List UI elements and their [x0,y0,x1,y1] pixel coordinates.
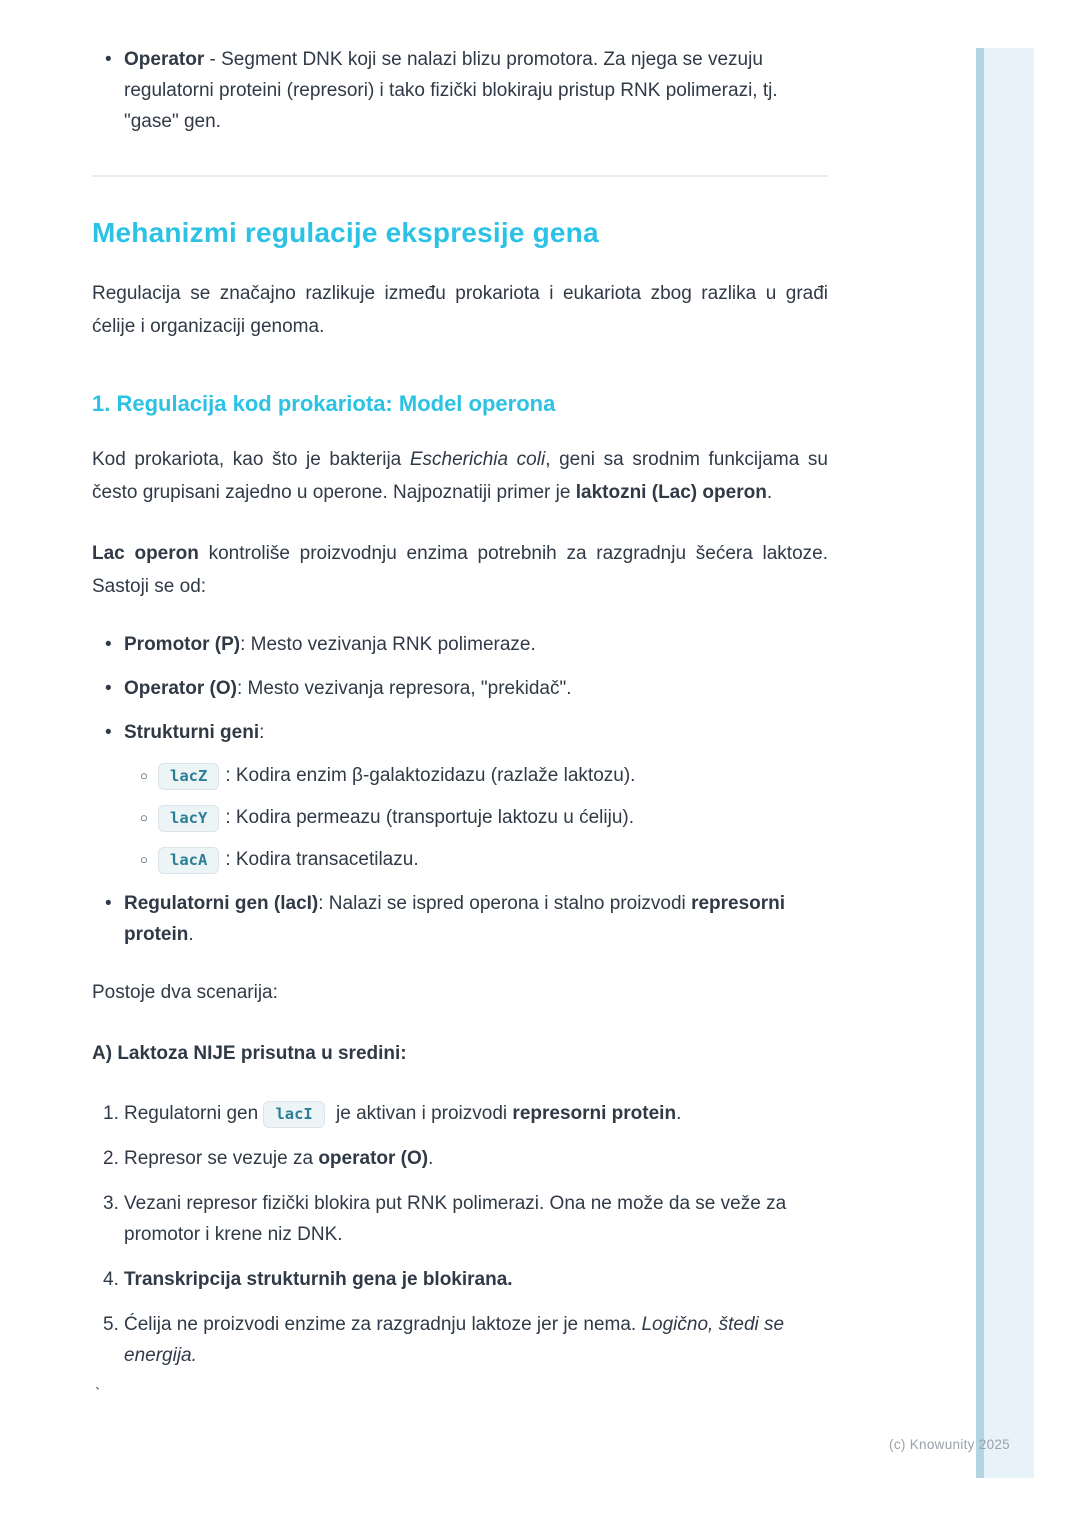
step-1: 1. Regulatorni gen lacI je aktivan i proizvodi represorni protein. [92,1098,828,1129]
gene-code-lacZ: lacZ [158,763,219,790]
stray-backtick-character: ` [95,1386,101,1403]
list-item-regulatory-gene: • Regulatorni gen (lacI): Nalazi se ispred operona i stalno proizvodi represorni protein. [92,888,828,950]
circle-bullet-icon: ○ [140,852,148,867]
bullet-icon: • [105,678,112,699]
step-3: 3. Vezani represor fizički blokira put RNK polimerazi. Ona ne može da se veže za promotor i krene niz DNK. [92,1188,828,1250]
circle-bullet-icon: ○ [140,768,148,783]
circle-bullet-icon: ○ [140,810,148,825]
scenario-a-title: A) Laktoza NIJE prisutna u sredini: [92,1043,407,1064]
page-title: Mehanizmi regulacije ekspresije gena [92,217,599,248]
scenario-a-steps [92,1098,828,1371]
step-number: 4. [103,1269,119,1290]
lac-operon-paragraph: Lac operon kontroliše proizvodnju enzima potrebnih za razgradnju šećera laktoze. Sastoji se od: [92,543,829,597]
bullet-icon: • [105,49,112,70]
definition-list [92,44,828,137]
intro-paragraph: Regulacija se značajno razlikuje između prokariota i eukariota zbog razlika u građi ćelije i organizaciji genoma. [92,283,828,337]
step-number: 1. [103,1103,119,1124]
section-divider [92,175,828,177]
bullet-icon: • [105,634,112,655]
step-number: 5. [103,1314,119,1335]
step-4: 4. Transkripcija strukturnih gena je blokirana. [92,1264,828,1295]
bullet-icon: • [105,893,112,914]
list-item-operator-o: • Operator (O): Mesto vezivanja represora, "prekidač". [92,673,828,704]
term-operator: Operator [124,49,205,70]
gene-code-lacA: lacA [158,847,219,874]
copyright-notice: (c) Knowunity 2025 [889,1437,1010,1452]
bullet-icon: • [105,722,112,743]
list-item-operator [92,44,828,137]
section-title-prokaryotes: 1. Regulacija kod prokariota: Model operona [92,391,556,416]
list-item-lacY: ○ lacY : Kodira permeazu (transportuje laktozu u ćeliju). [127,802,828,833]
operon-components-list [92,629,828,950]
step-5: 5. Ćelija ne proizvodi enzime za razgradnju laktoze jer je nema. Logično, štedi se energija. [92,1309,828,1371]
step-2: 2. Represor se vezuje za operator (O). [92,1143,828,1174]
gene-code-lacI: lacI [263,1101,324,1128]
document-content [92,0,828,1405]
list-item-structural-genes: • Strukturni geni: ○ lacZ : Kodira enzim β-galaktozidazu (razlaže laktozu). ○ lacY : Kodira permeazu (transportuje laktozu u ćeliju). ○ lacA : Kodira transacetilazu. [92,717,828,875]
list-item-text: Operator - Segment DNK koji se nalazi blizu promotora. Za njega se vezuju regulatorni proteini (represori) i tako fizički blokiraju pristup RNK polimerazi, tj. "gase" gen. [124,49,778,132]
scenarios-intro: Postoje dva scenarija: [92,982,278,1003]
list-item-promotor: • Promotor (P): Mesto vezivanja RNK polimeraze. [92,629,828,660]
list-item-lacA: ○ lacA : Kodira transacetilazu. [127,844,828,875]
species-name: Escherichia coli [409,449,546,470]
list-item-lacZ: ○ lacZ : Kodira enzim β-galaktozidazu (razlaže laktozu). [127,760,828,791]
term-lac-operon: laktozni (Lac) operon [575,482,767,503]
step-number: 2. [103,1148,119,1169]
prokaryote-paragraph: Kod prokariota, kao što je bakterija Escherichia coli, geni sa srodnim funkcijama su često grupisani zajedno u operone. Najpoznatiji primer je laktozni (Lac) operon. [92,449,829,503]
gene-sublist [127,760,828,875]
step-number: 3. [103,1193,119,1214]
page-edge-bar [976,48,1034,1478]
gene-code-lacY: lacY [158,805,219,832]
